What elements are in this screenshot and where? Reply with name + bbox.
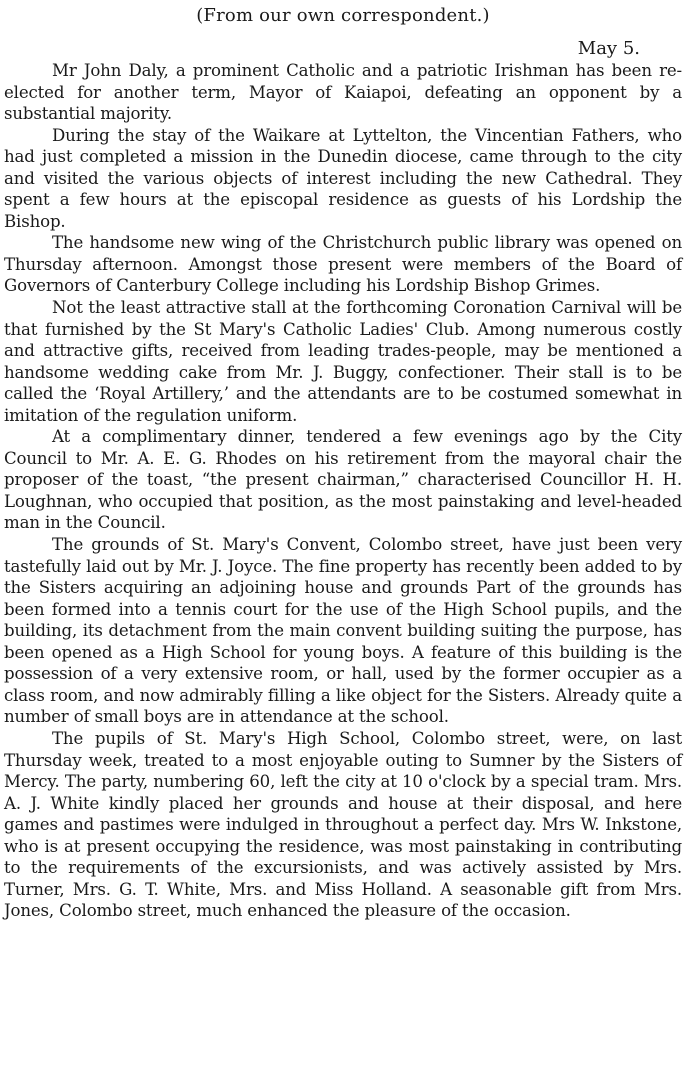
paragraph-vincentian-fathers: During the stay of the Waikare at Lyttelton, the Vincentian Fathers, who had just completed a mission in the Dunedin diocese, came through to the city and visited the various objects of interest including the new Cathedral. They spent a few hours at the episcopal residence as guests of his Lordship the Bishop.: [4, 125, 682, 231]
paragraph-public-library: The handsome new wing of the Christchurch public library was opened on Thursday afternoon. Amongst those present were members of the Board of Governors of Canterbury College including his Lordship Bishop Grimes.: [4, 233, 682, 296]
correspondent-credit: (From our own correspondent.): [196, 5, 490, 26]
paragraph-complimentary-dinner: At a complimentary dinner, tendered a few evenings ago by the City Council to Mr. A. E. G. Rhodes on his retirement from the mayoral chair the proposer of the toast, “the present chairman,” characterised Councillor H. H. Loughnan, who occupied that position, as the most painstaking and level-headed man in the Council.: [4, 427, 682, 533]
paragraph-kaiapoi-mayor: Mr John Daly, a prominent Catholic and a patriotic Irishman has been re-elected for another term, Mayor of Kaiapoi, defeating an opponent by a substantial majority.: [4, 61, 682, 124]
paragraph-high-school-outing: The pupils of St. Mary's High School, Colombo street, were, on last Thursday week, treated to a most enjoyable outing to Sumner by the Sisters of Mercy. The party, numbering 60, left the city at 10 o'clock by a special tram. Mrs. A. J. White kindly placed her grounds and house at their disposal, and here games and pastimes were indulged in throughout a perfect day. Mrs W. Inkstone, who is at present occupying the residence, was most painstaking in contributing to the requirements of the excursionists, and was actively assisted by Mrs. Turner, Mrs. G. T. White, Mrs. and Miss Holland. A seasonable gift from Mrs. Jones, Colombo street, much enhanced the pleasure of the occasion.: [4, 728, 682, 921]
article-body: [4, 60, 682, 922]
dateline: May 5.: [577, 38, 640, 59]
news-column: [4, 4, 682, 922]
paragraph-coronation-carnival: Not the least attractive stall at the forthcoming Coronation Carnival will be that furnished by the St Mary's Catholic Ladies' Club. Among numerous costly and attractive gifts, received from leading trades-people, may be mentioned a handsome wedding cake from Mr. J. Buggy, confectioner. Their stall is to be called the ‘Royal Artillery,’ and the attendants are to be costumed somewhat in imitation of the regulation uniform.: [4, 298, 682, 425]
paragraph-convent-grounds: The grounds of St. Mary's Convent, Colombo street, have just been very tastefully laid out by Mr. J. Joyce. The fine property has recently been added to by the Sisters acquiring an adjoining house and grounds Part of the grounds has been formed into a tennis court for the use of the High School pupils, and the building, its detachment from the main convent building suiting the purpose, has been opened as a High School for young boys. A feature of this building is the possession of a very extensive room, or hall, used by the former occupier as a class room, and now admirably filling a like object for the Sisters. Already quite a number of small boys are in attendance at the school.: [4, 535, 682, 727]
